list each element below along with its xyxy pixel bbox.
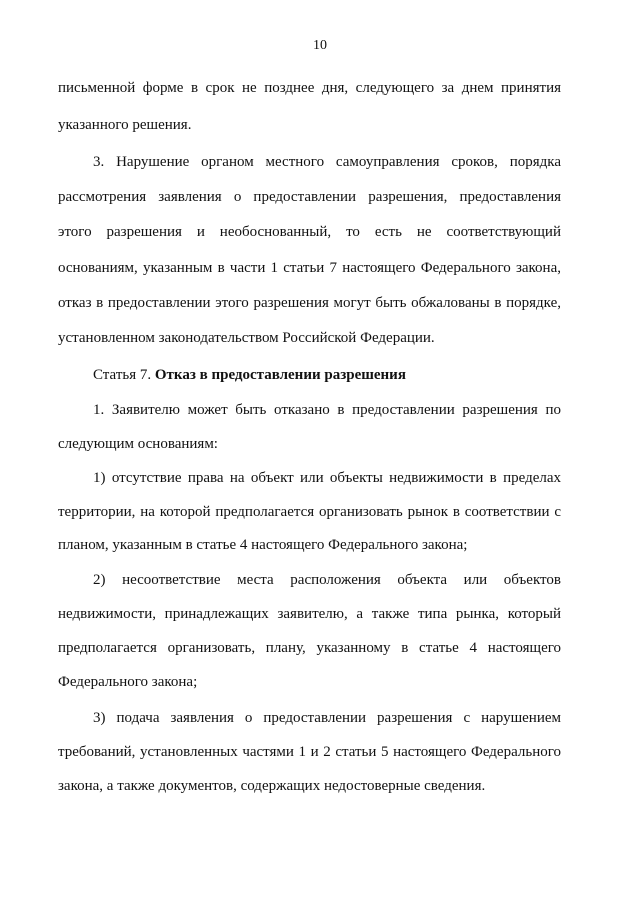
text-line: территории, на которой предполагается организовать рынок в соответствии с [58, 504, 561, 520]
list-item-first-line: 2) несоответствие места расположения объекта или объектов [93, 572, 561, 588]
paragraph-first-line: 1. Заявителю может быть отказано в предоставлении разрешения по [93, 402, 561, 418]
article-number: Статья 7. [93, 367, 155, 383]
text-line: письменной форме в срок не позднее дня, следующего за днем принятия [58, 80, 561, 96]
text-line: следующим основаниям: [58, 436, 218, 452]
article-heading [93, 365, 561, 385]
article-title: Отказ в предоставлении разрешения [154, 367, 406, 383]
text-line: основаниям, указанным в части 1 статьи 7 настоящего Федерального закона, [58, 260, 561, 276]
text-line: указанного решения. [58, 117, 192, 133]
text-line: требований, установленных частями 1 и 2 статьи 5 настоящего Федерального [58, 744, 561, 760]
text-line: этого разрешения и необоснованный, то есть не соответствующий [58, 224, 561, 240]
text-line: отказ в предоставлении этого разрешения могут быть обжалованы в порядке, [58, 295, 561, 311]
text-line: закона, а также документов, содержащих недостоверные сведения. [58, 778, 486, 794]
text-line: Федерального закона; [58, 674, 198, 690]
list-item-first-line: 1) отсутствие права на объект или объекты недвижимости в пределах [93, 470, 561, 486]
text-line: установленном законодательством Российской Федерации. [58, 330, 435, 346]
list-item-first-line: 3) подача заявления о предоставлении разрешения с нарушением [93, 710, 561, 726]
text-line: предполагается организовать, плану, указанному в статье 4 настоящего [58, 640, 561, 656]
text-line: рассмотрения заявления о предоставлении разрешения, предоставления [58, 189, 561, 205]
text-line: недвижимости, принадлежащих заявителю, а также типа рынка, который [58, 606, 561, 622]
text-line: планом, указанным в статье 4 настоящего Федерального закона; [58, 537, 468, 553]
paragraph-first-line: 3. Нарушение органом местного самоуправления сроков, порядка [93, 154, 561, 170]
page-number: 10 [313, 38, 327, 53]
